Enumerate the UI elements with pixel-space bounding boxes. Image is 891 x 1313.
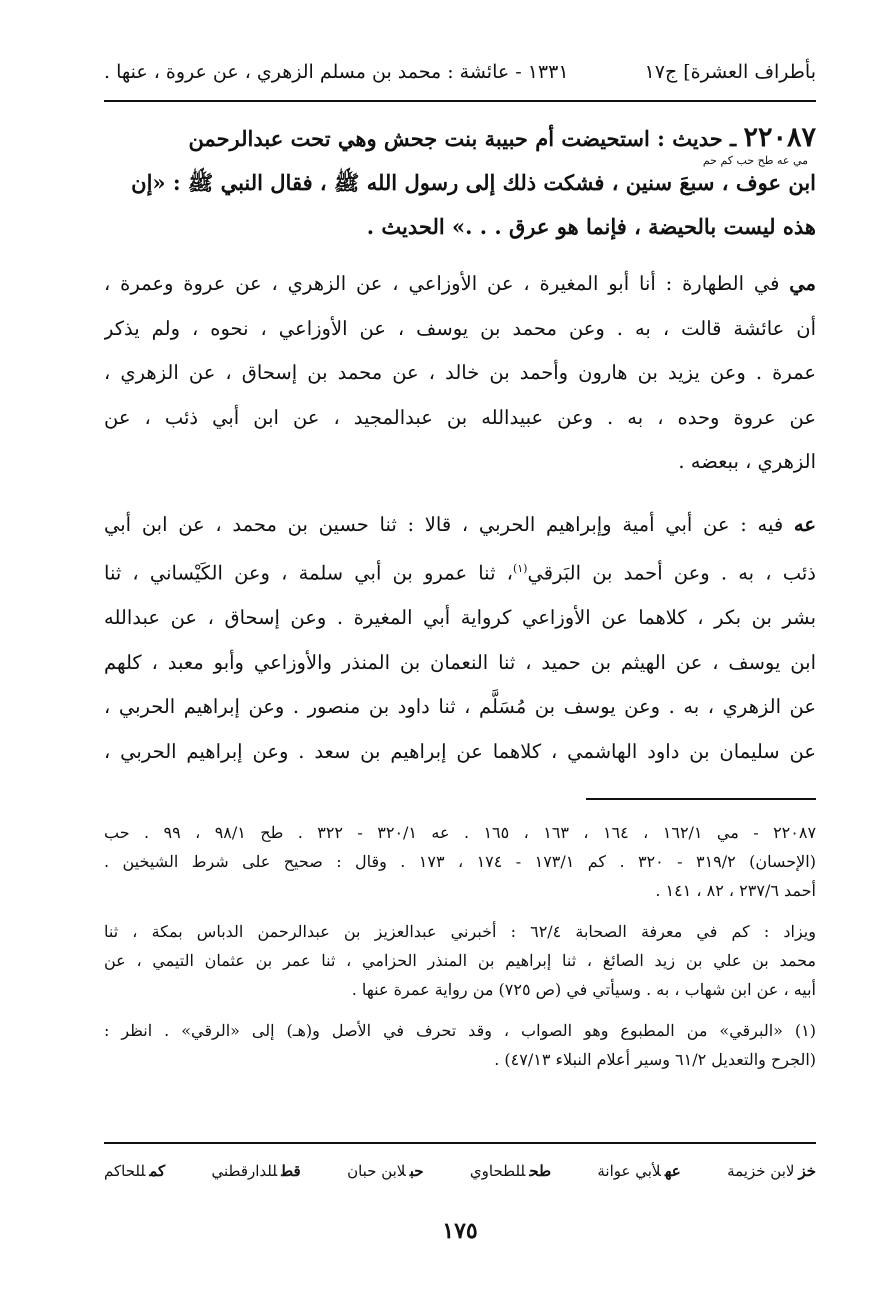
heading-line-2: ابن عوف ، سبعَ سنين ، فشكت ذلك إلى رسول الله ﷺ ، فقال النبي ﷺ : «إن: [131, 170, 816, 195]
legend-rule: [104, 1142, 816, 1144]
paragraph-2-text-2a: ذئب ، به . وعن أحمد بن البَرقي: [527, 561, 816, 585]
entry-number: ٢٢٠٨٧: [743, 122, 816, 153]
paragraph-1-line-2: أن عائشة قالت ، به . وعن محمد بن يوسف ، عن الأوزاعي ، نحوه ، ولم يذكر: [104, 316, 816, 340]
page-number: ١٧٥: [442, 1218, 478, 1244]
paragraph-1-text-1: في الطهارة : أنا أبو المغيرة ، عن الأوزاعي ، عن الزهري ، عن عروة وعمرة ،: [104, 272, 790, 295]
legend-item-qt: قطللدارقطني: [211, 1162, 301, 1180]
heading-text-1: ـ حديث : استحيضت أم حبيبة بنت جحش وهي تحت عبدالرحمن: [188, 126, 744, 151]
footnote-line-2: (الجرح والتعديل ٦١/٢ وسير أعلام النبلاء ٤٧/١٣) .: [494, 1050, 816, 1069]
paragraph-2-line-3: بشر بن بكر ، كلاهما عن الأوزاعي كرواية أبي المغيرة . وعن إسحاق ، عن عبدالله: [104, 606, 816, 629]
paragraph-2-line-1: [104, 503, 816, 548]
footnote-rule: [586, 798, 816, 800]
paragraph-1-line-4: عن عروة وحده ، به . وعن عبيدالله بن عبدالمجيد ، عن ابن أبي ذئب ، عن: [104, 405, 816, 429]
legend-item-ah: عهلأبي عوانة: [597, 1162, 681, 1180]
siglum-ah: عه: [793, 512, 816, 536]
hadith-heading: [104, 116, 816, 249]
footnote-line-1: (١) «البرقي» من المطبوع وهو الصواب ، وقد تحرف في الأصل و(هـ) إلى «الرقي» . انظر :: [104, 1021, 816, 1040]
siglum-mi: مي: [789, 272, 816, 295]
paragraph-1-line-5: الزهري ، ببعضه .: [678, 450, 816, 473]
running-entry: ١٣٣١ - عائشة : محمد بن مسلم الزهري ، عن عروة ، عنها .: [104, 61, 569, 83]
paragraph-1-line-3: عمرة . وعن يزيد بن هارون وأحمد بن خالد ، عن محمد بن إسحاق ، عن الزهري ،: [104, 361, 816, 384]
legend-item-th: طحللطحاوي: [469, 1162, 552, 1180]
legend-item-hb: حبلابن حبان: [347, 1162, 424, 1180]
legend-item-km: كمللحاكم: [104, 1162, 166, 1180]
main-text: [104, 262, 816, 774]
addition-line-1: ويزاد : كم في معرفة الصحابة ٦٢/٤ : أخبرني عبدالعزيز بن عبدالرحمن الدباس بمكة ، ثنا: [104, 922, 816, 941]
paragraph-2-text-1: فيه : عن أبي أمية وإبراهيم الحربي ، قالا : ثنا حسين بن محمد ، عن ابن أبي: [104, 512, 794, 536]
sources-line-1: ٢٢٠٨٧ - مي ١٦٢/١ ، ١٦٤ ، ١٦٣ ، ١٦٥ . عه ٣٢٠/١ - ٣٢٢ . طح ٩٨/١ ، ٩٩ . حب: [104, 823, 816, 842]
addition-line-3: أبيه ، عن ابن شهاب ، به . وسيأتي في (ص ٧٢٥) من رواية عمرة عنها .: [351, 980, 816, 999]
header-rule: [104, 100, 816, 102]
abbreviation-legend: [104, 1156, 816, 1186]
sources-line-2: (الإحسان) ٣١٩/٢ - ٣٢٠ . كم ١٧٣/١ - ١٧٤ ، ١٧٣ . وقال : صحيح على شرط الشيخين .: [104, 852, 816, 871]
running-title: بأطراف العشرة] ج١٧: [644, 61, 816, 83]
addition-line-2: محمد بن علي بن زيد الصائغ ، ثنا إبراهيم بن المنذر الحزامي ، ثنا عمر بن عثمان التيمي ، عن: [104, 951, 816, 970]
notes-gap: [104, 905, 816, 917]
heading-line-3: هذه ليست بالحيضة ، فإنما هو عرق . . .» الحديث .: [366, 214, 816, 239]
paragraph-2-line-4: ابن يوسف ، عن الهيثم بن حميد ، ثنا النعمان بن المنذر والأوزاعي وأبو معبد ، كلهم: [104, 650, 816, 674]
running-header: [104, 52, 816, 92]
paragraph-2-line-6: عن سليمان بن داود الهاشمي ، كلاهما عن إبراهيم بن سعد . وعن إبراهيم الحربي ،: [104, 739, 816, 763]
sources-line-3: أحمد ٢٣٧/٦ ، ٨٢ ، ١٤١ .: [655, 881, 816, 900]
book-page: [104, 0, 816, 1313]
paragraph-2-line-2: [104, 547, 816, 596]
notes-section: [104, 818, 816, 1074]
source-sigla: مي عه طح حب كم حم: [702, 154, 808, 167]
paragraph-2-text-2b: ، ثنا عمرو بن أبي سلمة ، وعن الكَيْساني ، ثنا: [104, 561, 513, 585]
paragraph-1-line-1: [104, 262, 816, 307]
notes-gap: [104, 1004, 816, 1016]
legend-item-khz: خزلابن خزيمة: [727, 1162, 816, 1180]
footnote-marker[interactable]: (١): [512, 562, 528, 575]
paragraph-2-line-5: عن الزهري ، به . وعن يوسف بن مُسَلَّم ، ثنا داود بن منصور . وعن إبراهيم الحربي ،: [104, 695, 816, 718]
paragraph-gap: [104, 485, 816, 503]
